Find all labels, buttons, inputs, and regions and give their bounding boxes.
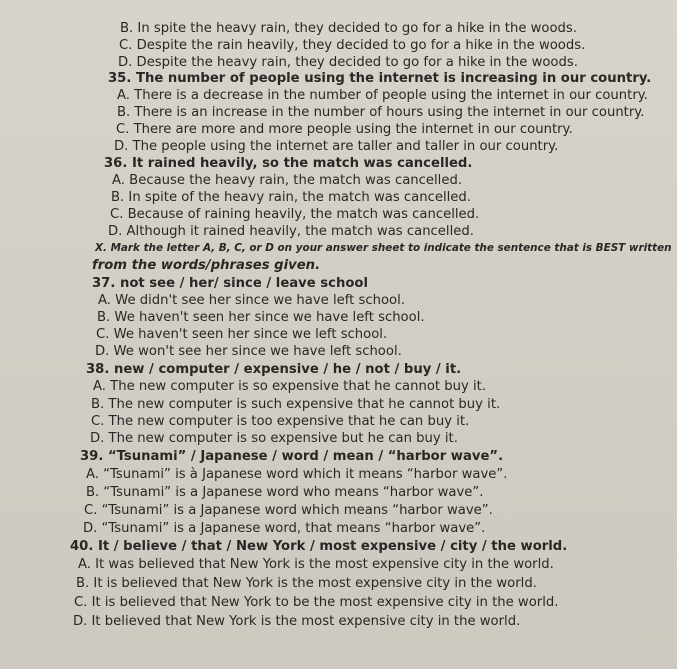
option-a-q36: A. Because the heavy rain, the match was cancelled. <box>112 173 463 188</box>
option-c-q39: C. “Tsunami” is a Japanese word which means “harbor wave”. <box>84 503 493 518</box>
option-d-q36: D. Although it rained heavily, the match was cancelled. <box>108 224 474 239</box>
option-a-q35: A. There is a decrease in the number of people using the internet in our country. <box>117 88 648 103</box>
option-d-q35: D. The people using the internet are taller and taller in our country. <box>114 139 559 154</box>
question-38: 38. new / computer / expensive / he / not / buy / it. <box>86 362 462 377</box>
question-37: 37. not see / her/ since / leave school <box>92 276 368 291</box>
option-d-q38: D. The new computer is so expensive but he can buy it. <box>90 431 458 446</box>
option-c-q34: C. Despite the rain heavily, they decided to go for a hike in the woods. <box>119 38 586 53</box>
option-b-q36: B. In spite of the heavy rain, the match was cancelled. <box>111 190 471 205</box>
option-c-q38: C. The new computer is too expensive that he can buy it. <box>91 414 470 429</box>
option-a-q38: A. The new computer is so expensive that he cannot buy it. <box>93 379 487 394</box>
question-39: 39. “Tsunami” / Japanese / word / mean / “harbor wave”. <box>80 449 504 464</box>
option-b-q39: B. “Tsunami” is a Japanese word who means “harbor wave”. <box>86 485 484 500</box>
option-b-q35: B. There is an increase in the number of hours using the internet in our country. <box>117 105 645 120</box>
question-40: 40. It / believe / that / New York / most expensive / city / the world. <box>70 539 568 554</box>
option-b-q37: B. We haven't seen her since we have left school. <box>97 310 425 325</box>
option-d-q39: D. “Tsunami” is a Japanese word, that means “harbor wave”. <box>83 521 486 536</box>
option-b-q34: B. In spite the heavy rain, they decided to go for a hike in the woods. <box>120 21 577 36</box>
option-c-q37: C. We haven't seen her since we left school. <box>96 327 388 342</box>
option-c-q36: C. Because of raining heavily, the match was cancelled. <box>110 207 480 222</box>
option-c-q40: C. It is believed that New York to be the most expensive city in the world. <box>74 595 559 610</box>
option-d-q37: D. We won't see her since we have left school. <box>95 344 402 359</box>
question-35: 35. The number of people using the internet is increasing in our country. <box>108 71 652 86</box>
option-b-q38: B. The new computer is such expensive that he cannot buy it. <box>91 397 501 412</box>
option-a-q39: A. “Tsunami” is à Japanese word which it means “harbor wave”. <box>86 467 508 482</box>
option-c-q35: C. There are more and more people using the internet in our country. <box>116 122 573 137</box>
option-a-q37: A. We didn't see her since we have left school. <box>98 293 405 308</box>
option-b-q40: B. It is believed that New York is the most expensive city in the world. <box>76 576 537 591</box>
option-a-q40: A. It was believed that New York is the most expensive city in the world. <box>78 557 554 572</box>
section-x-instruction: X. Mark the letter A, B, C, or D on your answer sheet to indicate the sentence that is BEST written <box>95 242 672 254</box>
section-x-instruction-cont: from the words/phrases given. <box>92 258 321 273</box>
option-d-q40: D. It believed that New York is the most expensive city in the world. <box>73 614 521 629</box>
option-d-q34: D. Despite the heavy rain, they decided to go for a hike in the woods. <box>118 55 578 70</box>
question-36: 36. It rained heavily, so the match was cancelled. <box>104 156 473 171</box>
